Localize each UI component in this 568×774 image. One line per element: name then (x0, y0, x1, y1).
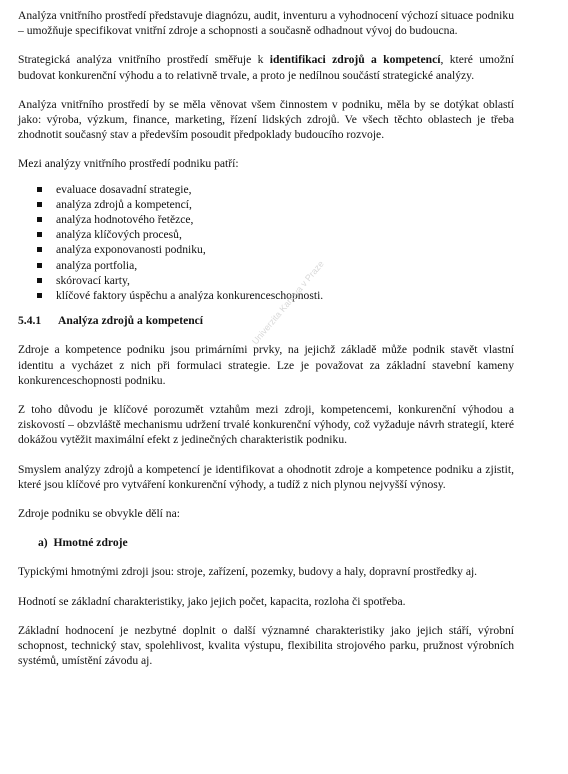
bullet-icon (37, 232, 42, 237)
paragraph-text: , které umožní budovat konkurenční výhodu a to relativně trvale, a proto je nedílnou součástí strategické analýzy. (18, 53, 515, 82)
list-item-text: analýza exponovanosti podniku, (56, 243, 206, 257)
bullet-icon (37, 187, 42, 192)
paragraph-strategic-analysis (18, 52, 514, 82)
paragraph-evaluation: Základní hodnocení je nezbytné doplnit o další významné charakteristiky jako jejich stáří, výrobní schopnost, technický stav, spolehlivost, kvalita výstupu, flexibilita strojového parku, pružnost výrobních systémů, umístění závodu aj. (18, 623, 514, 668)
list-item-text: skórovací karty, (56, 273, 130, 287)
paragraph-list-intro: Mezi analýzy vnitřního prostředí podniku patří: (18, 157, 239, 171)
list-item (18, 258, 514, 273)
list-item-text: analýza portfolia, (56, 258, 138, 272)
bullet-icon (37, 278, 42, 283)
list-item-text: evaluace dosavadní strategie, (56, 182, 192, 196)
list-item (18, 197, 514, 212)
subsection-heading (38, 535, 514, 550)
list-item-text: analýza zdrojů a kompetencí, (56, 197, 192, 211)
paragraph-intro: Analýza vnitřního prostředí představuje diagnózu, audit, inventuru a vyhodnocení výchozí situace podniku – umožňuje specifikovat vnitřní zdroje a schopnosti a současně odhadnout vývoj do budoucna. (18, 9, 514, 38)
list-item (18, 273, 514, 288)
list-item-text: klíčové faktory úspěchu a analýza konkurenceschopnosti. (56, 289, 324, 303)
paragraph-relationships: Z toho důvodu je klíčové porozumět vztahům mezi zdroji, kompetencemi, konkurenční výhodou a ziskovostí – obzvláště mechanismu udržení trvalé konkurenční výhody, což vyžaduje návrh strategií, které dokážou vytěžit maximální efekt z jedinečných charakteristik podniku. (18, 403, 514, 447)
subsection-title: Hmotné zdroje (53, 536, 128, 550)
paragraph-tangible-examples: Typickými hmotnými zdroji jsou: stroje, zařízení, pozemky, budovy a haly, dopravní prostředky aj. (18, 565, 478, 579)
bullet-icon (37, 247, 42, 252)
paragraph-division-intro: Zdroje podniku se obvykle dělí na: (18, 507, 180, 521)
bullet-icon (37, 263, 42, 268)
bullet-icon (37, 202, 42, 207)
list-item (18, 227, 514, 242)
section-number: 5.4.1 (18, 314, 42, 328)
paragraph-activities: Analýza vnitřního prostředí by se měla věnovat všem činnostem v podniku, měla by se dotýkat oblastí jako: výroba, výzkum, finance, marketing, řízení lidských zdrojů. Ve všech těchto oblastech je třeba zhodnotit současný stav a především posoudit předpoklady budoucího rozvoje. (18, 97, 514, 142)
list-item (18, 212, 514, 227)
paragraph-characteristics: Hodnotí se základní charakteristiky, jako jejich počet, kapacita, rozloha či spotřeba. (18, 594, 406, 608)
bullet-icon (37, 293, 42, 298)
list-item-text: analýza klíčových procesů, (56, 228, 182, 242)
list-item (18, 182, 514, 197)
section-title: Analýza zdrojů a kompetencí (58, 314, 204, 328)
paragraph-resources: Zdroje a kompetence podniku jsou primárními prvky, na jejichž základě může podnik stavět vlastní identitu a vycházet z nich při formulaci strategie. Lze je považovat za základní stavební kameny konkurenceschopnosti podniku. (18, 343, 514, 387)
list-item (18, 242, 514, 257)
emphasis-text: identifikaci zdrojů a kompetencí (269, 53, 441, 67)
watermark-text: Univerzita Karlova v Praze (250, 258, 326, 347)
list-item (18, 288, 514, 303)
paragraph-purpose: Smyslem analýzy zdrojů a kompetencí je identifikovat a ohodnotit zdroje a kompetence podniku a zjistit, které jsou klíčové pro vytváření konkurenční výhody, a tudíž z nich plynou nejvyšší výnosy. (18, 462, 514, 491)
bullet-icon (37, 217, 42, 222)
subsection-label: a) (38, 536, 48, 550)
list-item-text: analýza hodnotového řetězce, (56, 213, 194, 227)
analysis-list (18, 182, 514, 304)
paragraph-text: Strategická analýza vnitřního prostředí směřuje k (18, 53, 270, 67)
